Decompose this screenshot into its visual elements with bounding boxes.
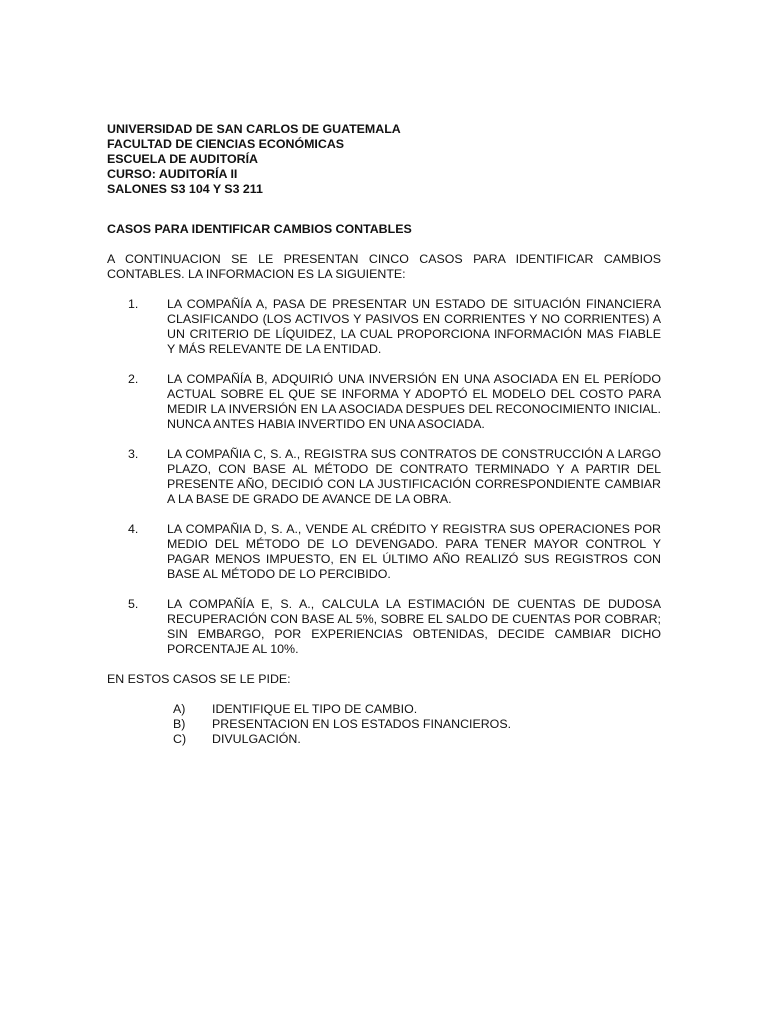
case-item <box>107 447 661 507</box>
case-item <box>107 372 661 432</box>
case-list <box>107 297 661 657</box>
case-number: 1. <box>128 297 139 311</box>
case-number: 2. <box>128 372 139 386</box>
request-text: DIVULGACIÓN. <box>212 732 301 746</box>
header-rooms: SALONES S3 104 Y S3 211 <box>107 182 263 196</box>
case-number: 3. <box>128 447 139 461</box>
request-list <box>107 702 661 747</box>
request-item <box>173 732 661 747</box>
document-page <box>107 122 661 747</box>
header-faculty: FACULTAD DE CIENCIAS ECONÓMICAS <box>107 137 345 151</box>
case-item <box>107 597 661 657</box>
header-school: ESCUELA DE AUDITORÍA <box>107 152 258 166</box>
case-text: LA COMPAÑÍA B, ADQUIRIÓ UNA INVERSIÓN EN UNA ASOCIADA EN EL PERÍODO ACTUAL SOBRE EL QUE SE INFORMA Y ADOPTÓ EL MODELO DEL COSTO PARA MEDIR LA INVERSIÓN EN LA ASOCIADA DESPUES DEL RECONOCIMIENTO INICIAL. NUNCA ANTES HABIA INVERTIDO EN UNA ASOCIADA. <box>167 372 661 431</box>
case-text: LA COMPAÑÍA A, PASA DE PRESENTAR UN ESTADO DE SITUACIÓN FINANCIERA CLASIFICANDO (LOS ACTIVOS Y PASIVOS EN CORRIENTES Y NO CORRIENTES) A UN CRITERIO DE LÍQUIDEZ, LA CUAL PROPORCIONA INFORMACIÓN MAS FIABLE Y MÁS RELEVANTE DE LA ENTIDAD. <box>167 297 661 356</box>
request-text: IDENTIFIQUE EL TIPO DE CAMBIO. <box>212 702 418 716</box>
case-item <box>107 522 661 582</box>
request-letter: B) <box>173 717 186 731</box>
request-item <box>173 702 661 717</box>
request-item <box>173 717 661 732</box>
document-header <box>107 122 661 197</box>
intro-paragraph: A CONTINUACION SE LE PRESENTAN CINCO CASOS PARA IDENTIFICAR CAMBIOS CONTABLES. LA INFORMACION ES LA SIGUIENTE: <box>107 252 661 281</box>
case-number: 4. <box>128 522 139 536</box>
case-number: 5. <box>128 597 139 611</box>
case-text: LA COMPAÑIA D, S. A., VENDE AL CRÉDITO Y REGISTRA SUS OPERACIONES POR MEDIO DEL MÉTODO DE LO DEVENGADO. PARA TENER MAYOR CONTROL Y PAGAR MENOS IMPUESTO, EN EL ÚLTIMO AÑO REALIZÓ SUS REGISTROS CON BASE AL MÉTODO DE LO PERCIBIDO. <box>167 522 661 581</box>
case-text: LA COMPAÑÍA E, S. A., CALCULA LA ESTIMACIÓN DE CUENTAS DE DUDOSA RECUPERACIÓN CON BASE AL 5%, SOBRE EL SALDO DE CUENTAS POR COBRAR; SIN EMBARGO, POR EXPERIENCIAS OBTENIDAS, DECIDE CAMBIAR DICHO PORCENTAJE AL 10%. <box>167 597 661 656</box>
case-text: LA COMPAÑIA C, S. A., REGISTRA SUS CONTRATOS DE CONSTRUCCIÓN A LARGO PLAZO, CON BASE AL MÉTODO DE CONTRATO TERMINADO Y A PARTIR DEL PRESENTE AÑO, DECIDIÓ CON LA JUSTIFICACIÓN CORRESPONDIENTE CAMBIAR A LA BASE DE GRADO DE AVANCE DE LA OBRA. <box>167 447 661 506</box>
header-course: CURSO: AUDITORÍA II <box>107 167 238 181</box>
request-letter: C) <box>173 732 187 746</box>
header-university: UNIVERSIDAD DE SAN CARLOS DE GUATEMALA <box>107 122 401 136</box>
document-title: CASOS PARA IDENTIFICAR CAMBIOS CONTABLES <box>107 222 412 236</box>
case-item <box>107 297 661 357</box>
request-text: PRESENTACION EN LOS ESTADOS FINANCIEROS. <box>212 717 512 731</box>
request-intro: EN ESTOS CASOS SE LE PIDE: <box>107 672 291 686</box>
request-letter: A) <box>173 702 186 716</box>
